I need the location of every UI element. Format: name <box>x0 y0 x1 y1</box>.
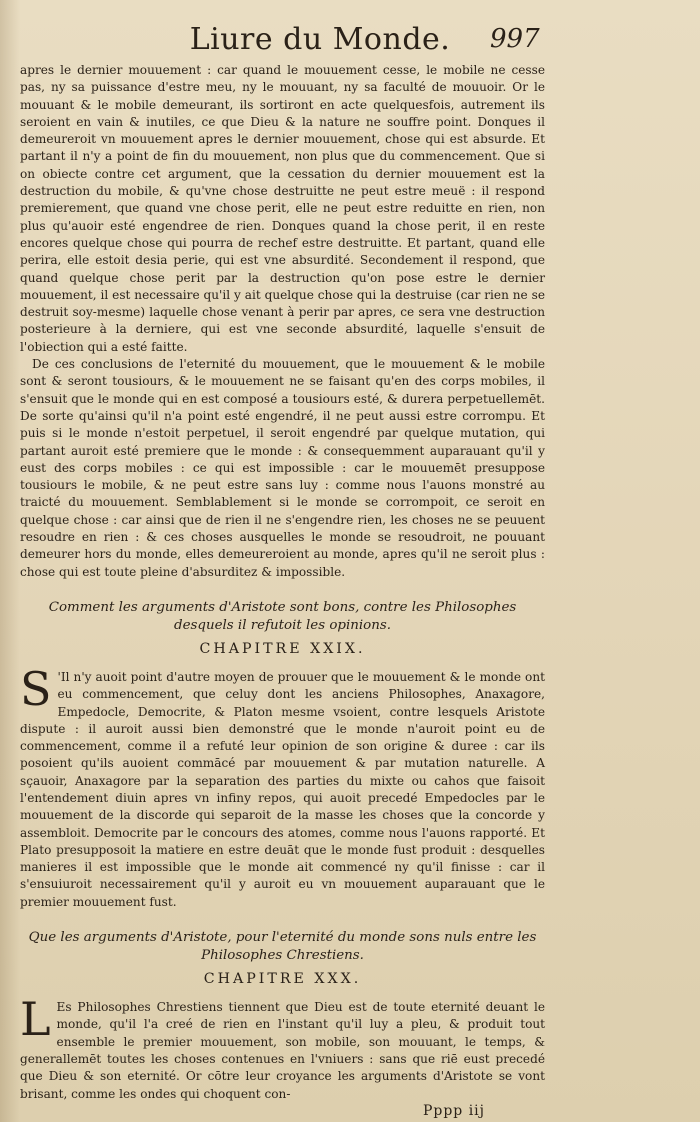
chapter-30-label: CHAPITRE XXX. <box>203 971 362 988</box>
chapter-29-label: CHAPITRE XXIX. <box>199 640 366 657</box>
page-header <box>0 22 700 62</box>
chapter-30-heading: Que les arguments d'Aristote, pour l'eternité du monde sons nuls entre les Philosophes Chrestiens. <box>28 930 537 964</box>
paragraph-conclusions: De ces conclusions de l'eternité du mouuement, que le mouuement & le mobile sont & seront tousiours, & le mouuement ne se faisant qu'en des corps mobiles, il s'ensuit que le monde qui en est composé a tousiours esté, & durera perpetuellemēt. De sorte qu'ainsi qu'il n'a point esté engendré, il ne peut aussi estre corrompu. Et puis si le monde n'estoit perpetuel, il seroit engendré par quelque mutation, qui partant auroit esté premiere que le monde : & consequemment auparauant qu'il y eust des corps mobiles : ce qui est impossible : car le mouuemēt presuppose tousiours le mobile, & ne peut estre sans luy : comme nous l'auons monstré au traicté du mouuement. Semblablement si le monde se corrompoit, ce seroit en quelque chose : car ainsi que de rien il ne s'engendre rien, les choses ne se peuuent resoudre en rien : & ces choses ausquelles le monde se resoudroit, ne pouuant demeurer hors du monde, elles demeureroient au monde, apres qu'il ne seroit plus : chose qui est toute pleine d'absurditez & impossible. <box>20 357 545 579</box>
page-number: 997 <box>490 24 540 54</box>
chapter-30-body: Es Philosophes Chrestiens tiennent que Dieu est de toute eternité deuant le monde, qu'il l'a creé de rien en l'instant qu'il luy a pleu, & produit tout ensemble le premier mouuement, son mobile, son mouuant, le temps, & generallemēt toutes les choses contenues en l'vniuers : sans que riē eust precedé que Dieu & son eternité. Or cōtre leur croyance les arguments d'Aristote se vont brisant, comme les ondes qui choquent con- <box>20 1000 545 1101</box>
chapter-30-text <box>20 992 545 1103</box>
paragraph-continued: apres le dernier mouuement : car quand le mouuement cesse, le mobile ne cesse pas, ny sa puissance d'estre meu, ny le mouuant, ny sa faculté de mouuoir. Or le mouuant & le mobile demeurant, ils sortiront en acte quelquesfois, autrement ils seroient en vain & inutiles, ce que Dieu & la nature ne souffre point. Donques il demeureroit vn mouuement apres le dernier mouuement, chose qui est absurde. Et partant il n'y a point de fin du mouuement, non plus que du commencement. Que si on obiecte contre cet argument, que la cessation du dernier mouuement est la destruction du mobile, & qu'vne chose destruitte ne peut estre meuë : il respond premierement, que quand vne chose perit, elle ne peut estre reduitte en rien, non plus qu'auoir esté engendree de rien. Donques quand la chose perit, il en reste encores quelque chose qui pourra de rechef estre destruitte. Et partant, quand elle perira, elle estoit desia perie, qui est vne absurdité. Secondement il respond, que quand quelque chose perit par la destruction qu'on pose estre le dernier mouuement, il est necessaire qu'il y ait quelque chose qui la destruise (car rien ne se destruit soy-mesme) laquelle chose venant à perir par apres, ce sera vne destruction posterieure à la derniere, qui est vne seconde absurdité, laquelle s'ensuit de l'obiection qui a esté faitte. <box>20 63 545 354</box>
running-title: Liure du Monde. <box>189 22 451 57</box>
drop-capital-s: S <box>20 661 52 716</box>
chapter-29-text <box>20 661 545 911</box>
text-block <box>20 62 545 1119</box>
signature-mark: Pppp iij <box>422 1102 485 1119</box>
drop-capital-l: L <box>20 992 51 1047</box>
chapter-29-body: 'Il n'y auoit point d'autre moyen de prouuer que le mouuement & le monde ont eu commencement, que celuy dont les anciens Philosophes, Anaxagore, Empedocle, Democrite, & Platon mesme vsoient, contre lesquels Aristote dispute : il auroit aussi bien demonstré que le monde n'auroit point eu de commencement, comme il a refuté leur opinion de son origine & duree : car ils posoient qu'ils auoient commācé par mouuement & par mutation naturelle. A sçauoir, Anaxagore par la separation des parties du mixte ou cahos que faisoit l'entendement diuin apres vn infiny repos, qui auoit precedé Empedocles par le mouuement de la discorde qui separoit de la masse les choses que la concorde y assembloit. Democrite par le concours des atomes, comme nous l'auons rapporté. Et Plato presupposoit la matiere en estre deuāt que le monde fust produit : desquelles manieres il est impossible que le monde ait commencé ny qu'il finisse : car il s'ensuiuroit necessairement qu'il y auroit eu vn mouuement auparauant que le premier mouuement fust. <box>20 669 545 909</box>
chapter-29-heading: Comment les arguments d'Aristote sont bons, contre les Philosophes desquels il refutoit les opinions. <box>48 599 517 633</box>
